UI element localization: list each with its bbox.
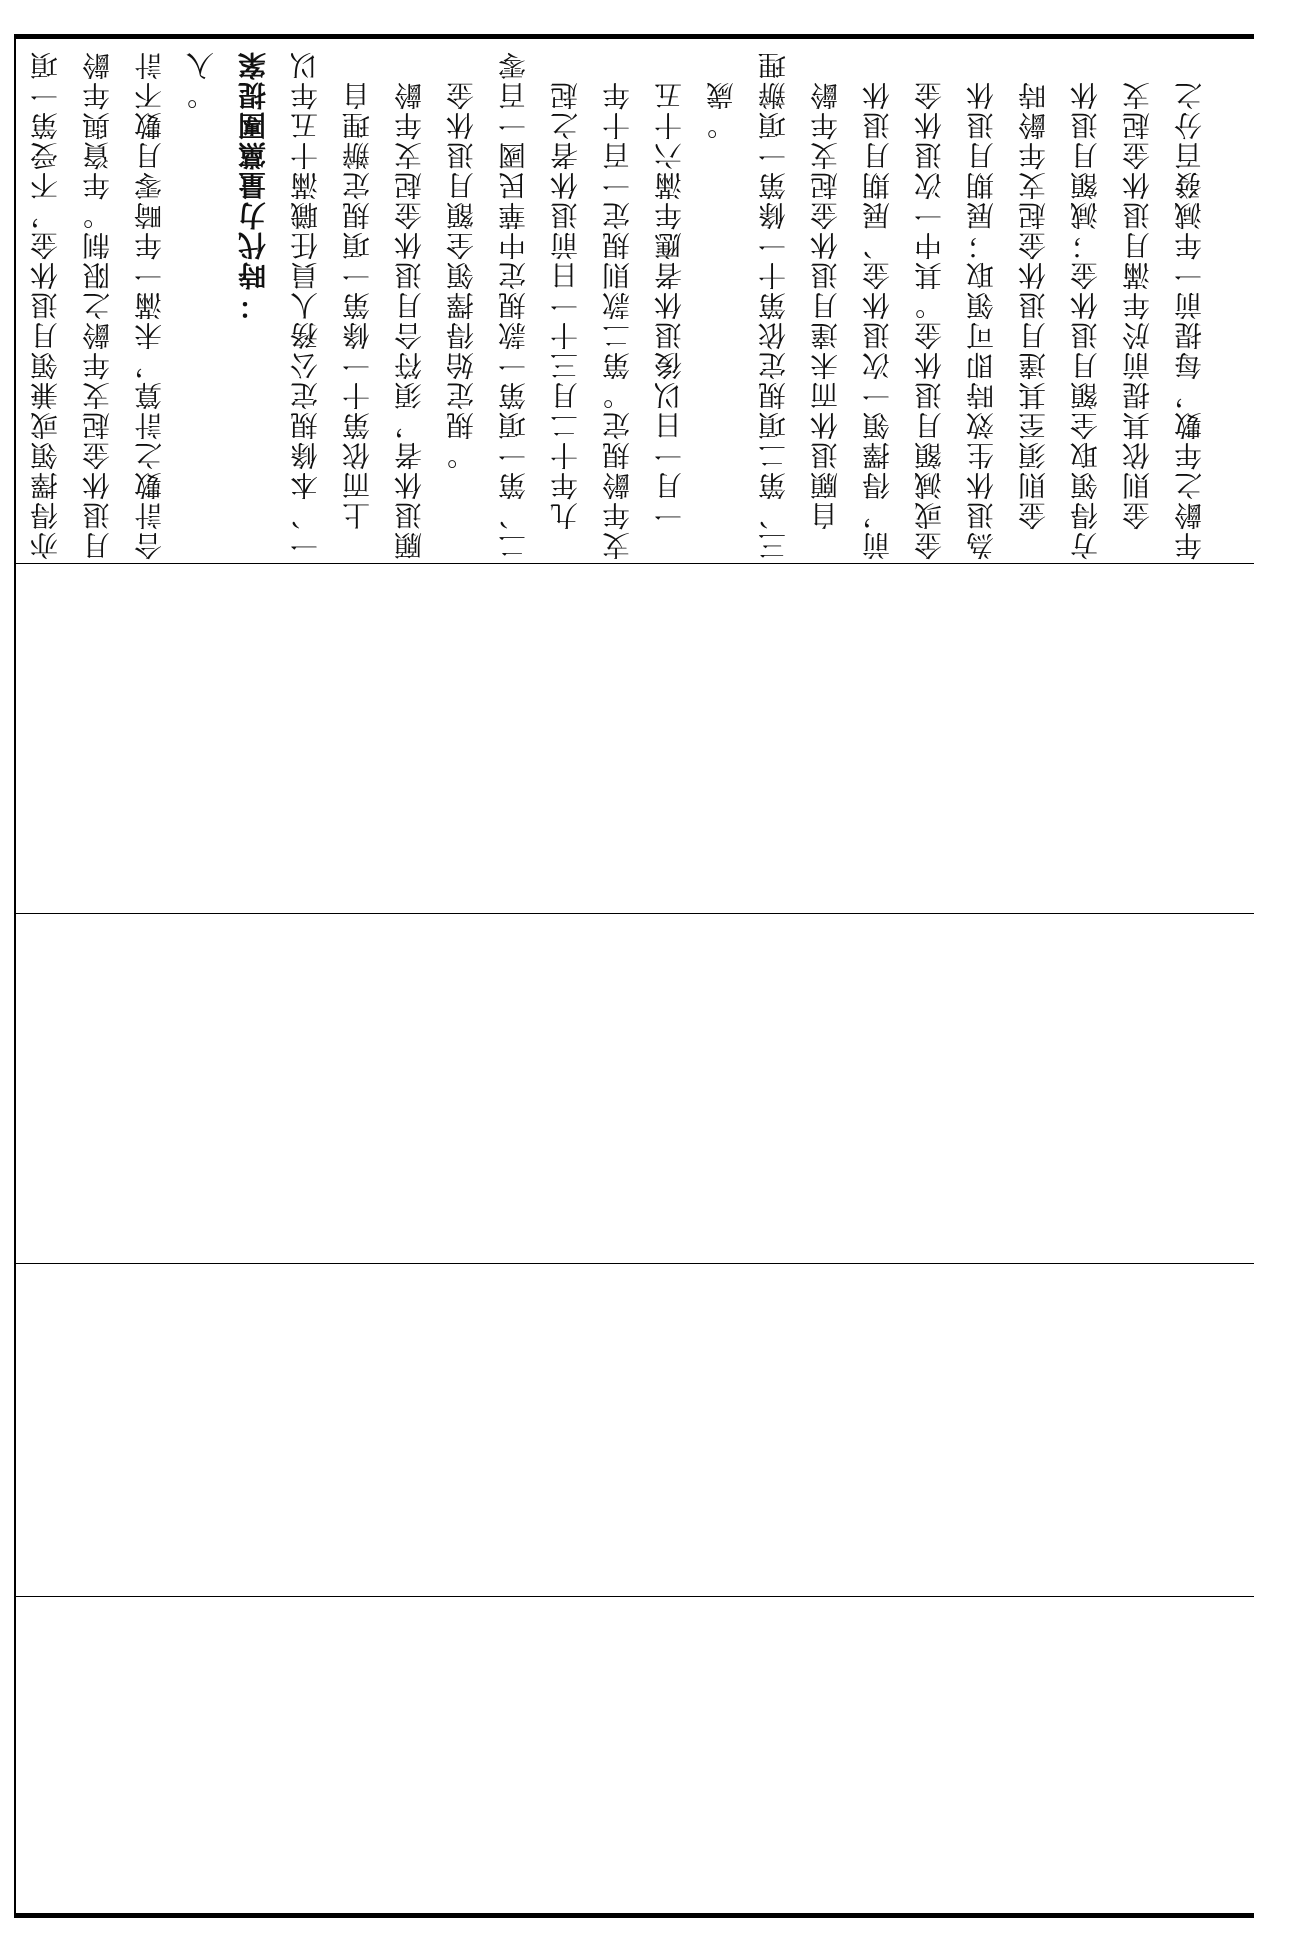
text-column: 方得領取全額月退休金；減額月退休 xyxy=(1069,50,1102,560)
text-column: 自願退休而未達月退休金起支年齡 xyxy=(809,50,842,530)
document-text xyxy=(20,50,1245,560)
text-column: 二、第一項第一款規定中華民國一百零 xyxy=(497,50,530,560)
top-rule xyxy=(14,34,1254,39)
text-column: 支年齡規定。第二款則規定一百十年 xyxy=(601,50,634,560)
text-column: 金或減額月退休金。其中一次退休金 xyxy=(913,50,946,560)
text-column: 月退休金起支年齡之限制。年資與年齡 xyxy=(81,50,114,560)
text-column: 規定始得擇領全額月退休金。 xyxy=(445,50,478,470)
text-column: 歲。 xyxy=(705,50,738,140)
row-divider xyxy=(16,1596,1254,1597)
section-heading: 時代力量黨團提案： xyxy=(237,50,270,320)
left-rule xyxy=(14,36,16,1916)
text-column: 前，得擇領一次退休金、展期月退休 xyxy=(861,50,894,560)
text-column: 一月一日以後退休者應年滿六十五 xyxy=(653,50,686,530)
text-column: 上而依第十一條第一項規定辦理自 xyxy=(341,50,374,530)
text-column: 亦得擇領或兼領月退休金，不受第一項 xyxy=(29,50,62,560)
text-column: 九年十二月三十一日前退休者之起 xyxy=(549,50,582,530)
text-column: 入。 xyxy=(185,50,218,110)
text-column: 願退休者，須符合月退休金起支年齡 xyxy=(393,50,426,560)
text-column: 年齡之年數，每提前一年減發百分之 xyxy=(1173,50,1206,560)
text-column: 一、本條規定公務人員任職滿十五年以 xyxy=(289,50,322,560)
row-divider xyxy=(16,1263,1254,1264)
text-column: 金則須至其達月退休金起支年齡時 xyxy=(1017,50,1050,530)
bottom-rule xyxy=(14,1913,1254,1918)
text-column: 三、第二項規定依第十一條第一項辦理 xyxy=(757,50,790,560)
text-column: 為退休生效時即可領取；展期月退休 xyxy=(965,50,998,560)
row-divider xyxy=(16,913,1254,914)
row-divider xyxy=(16,563,1254,564)
text-column: 合計數之計算，未滿一年畸零月數不計 xyxy=(133,50,166,560)
text-column: 金則依其提前於年滿月退休金起支 xyxy=(1121,50,1154,530)
